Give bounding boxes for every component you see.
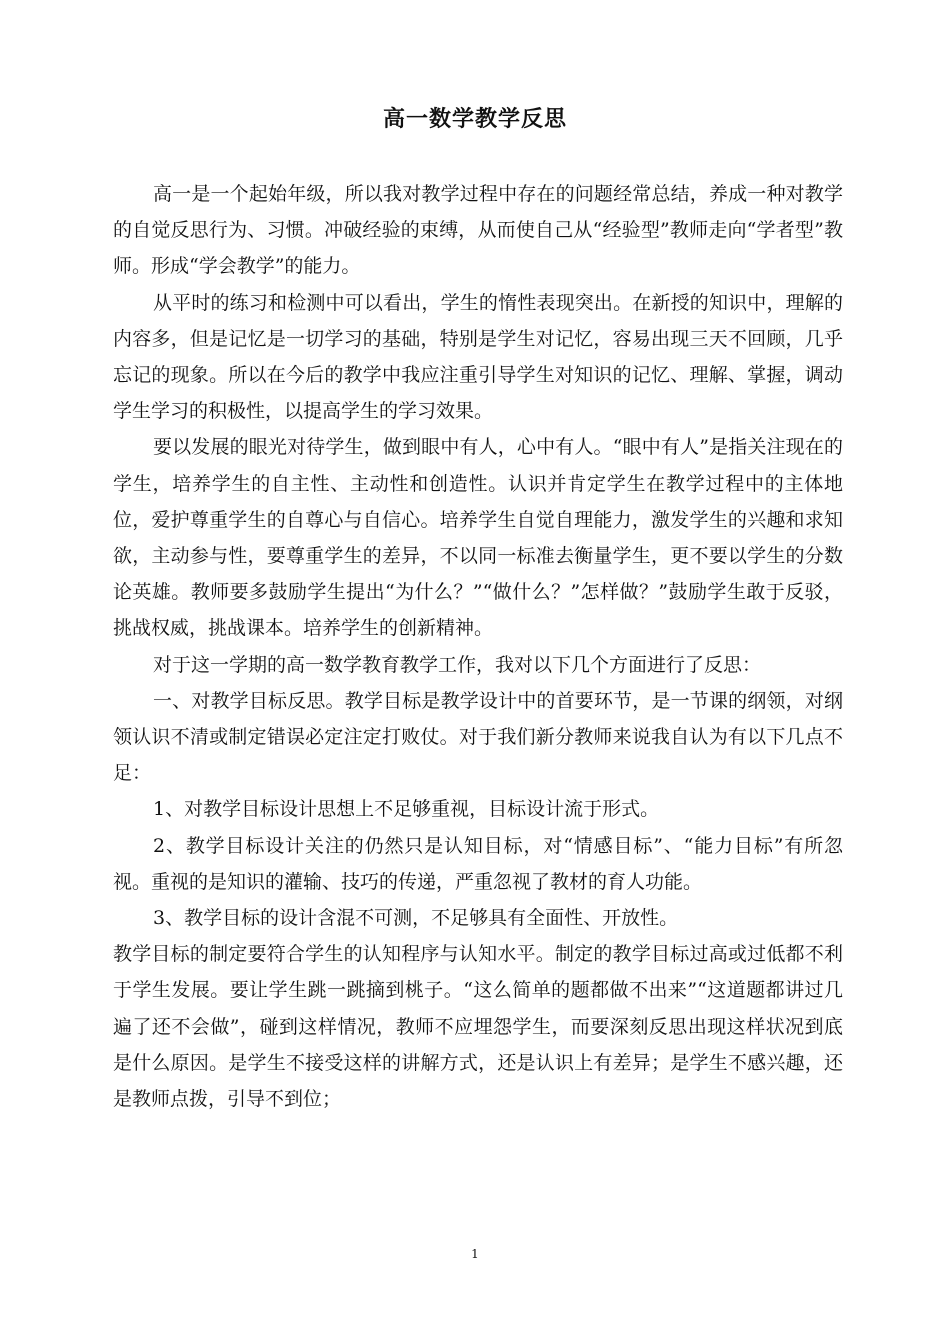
paragraph-7: 2、教学目标设计关注的仍然只是认知目标，对“情感目标”、“能力目标”有所忽视。重视的是知识的灌输、技巧的传递，严重忽视了教材的育人功能。 xyxy=(113,834,843,893)
page-number: 1 xyxy=(471,1247,479,1261)
paragraph-3: 要以发展的眼光对待学生，做到眼中有人，心中有人。“眼中有人”是指关注现在的学生，培养学生的自主性、主动性和创造性。认识并肯定学生在教学过程中的主体地位，爱护尊重学生的自尊心与自信心。培养学生自觉自理能力，激发学生的兴趣和求知欲，主动参与性，要尊重学生的差异，不以同一标准去衡量学生，更不要以学生的分数论英雄。教师要多鼓励学生提出“为什么？”“做什么？”怎样做？”鼓励学生敢于反驳，挑战权威，挑战课本。培养学生的创新精神。 xyxy=(113,436,843,640)
paragraph-2: 从平时的练习和检测中可以看出，学生的惰性表现突出。在新授的知识中，理解的内容多，但是记忆是一切学习的基础，特别是学生对记忆，容易出现三天不回顾，几乎忘记的现象。所以在今后的教学中我应注重引导学生对知识的记忆、理解、掌握，调动学生学习的积极性，以提高学生的学习效果。 xyxy=(113,291,843,423)
paragraph-1: 高一是一个起始年级，所以我对教学过程中存在的问题经常总结，养成一种对教学的自觉反思行为、习惯。冲破经验的束缚，从而使自己从“经验型”教师走向“学者型”教师。形成“学会教学”的能力。 xyxy=(113,183,843,278)
paragraph-5: 一、对教学目标反思。教学目标是教学设计中的首要环节，是一节课的纲领，对纲领认识不清或制定错误必定注定打败仗。对于我们新分教师来说我自认为有以下几点不足： xyxy=(113,689,843,785)
document-body xyxy=(113,176,843,1117)
paragraph-9: 教学目标的制定要符合学生的认知程序与认知水平。制定的教学目标过高或过低都不利于学生发展。要让学生跳一跳摘到桃子。“这么简单的题都做不出来”“这道题都讲过几遍了还不会做”，碰到这样情况，教师不应埋怨学生，而要深刻反思出现这样状况到底是什么原因。是学生不接受这样的讲解方式，还是认识上有差异；是学生不感兴趣，还是教师点拨，引导不到位； xyxy=(113,943,843,1111)
paragraph-8: 3、教学目标的设计含混不可测，不足够具有全面性、开放性。 xyxy=(153,907,679,930)
paragraph-6: 1、对教学目标设计思想上不足够重视，目标设计流于形式。 xyxy=(153,798,660,821)
paragraph-4: 对于这一学期的高一数学教育教学工作，我对以下几个方面进行了反思： xyxy=(153,653,762,676)
document-title: 高一数学教学反思 xyxy=(382,106,567,132)
